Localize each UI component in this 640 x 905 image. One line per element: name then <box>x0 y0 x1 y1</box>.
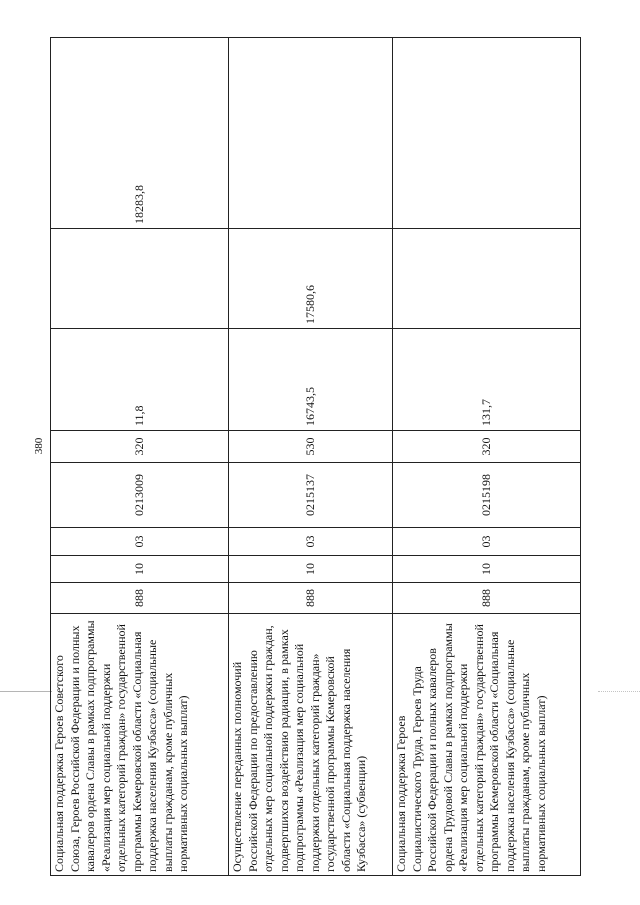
value-2021 <box>51 229 229 329</box>
row-description: Осуществление переданных полномочий Российской Федерации по предоставлению отдельных мер социальной поддержки граждан, подвергшихся воздействию радиации, в рамках подпрограммы «Реализация мер социальной поддержки отдельных категорий граждан» государственной программы Кемеровской области «Социальная поддержка населения Кузбасса» (субвенции) <box>229 614 393 876</box>
table-row <box>51 38 229 876</box>
table-row <box>393 38 581 876</box>
budget-table <box>50 37 581 876</box>
value-2021 <box>393 229 581 329</box>
expense-code: 530 <box>229 431 393 463</box>
value-2022 <box>229 38 393 229</box>
expense-code: 320 <box>393 431 581 463</box>
table-row <box>229 38 393 876</box>
value-2020: 131,7 <box>393 329 581 431</box>
page-number: 380 <box>33 437 45 455</box>
section-code: 10 <box>229 556 393 583</box>
subsection-code: 03 <box>393 528 581 556</box>
value-2022 <box>393 38 581 229</box>
subsection-code: 03 <box>51 528 229 556</box>
subsection-code: 03 <box>229 528 393 556</box>
target-code: 0215198 <box>393 463 581 528</box>
expense-code: 320 <box>51 431 229 463</box>
value-2022: 18283,8 <box>51 38 229 229</box>
section-code: 10 <box>393 556 581 583</box>
target-code: 0213009 <box>51 463 229 528</box>
budget-table-rotated <box>50 38 580 876</box>
ministry-code: 888 <box>393 583 581 614</box>
value-2020: 11,8 <box>51 329 229 431</box>
target-code: 0215137 <box>229 463 393 528</box>
value-2021: 17580,6 <box>229 229 393 329</box>
value-2020: 16743,5 <box>229 329 393 431</box>
section-code: 10 <box>51 556 229 583</box>
ministry-code: 888 <box>229 583 393 614</box>
ministry-code: 888 <box>51 583 229 614</box>
scan-artifact-line <box>0 691 52 692</box>
row-description: Социальная поддержка Героев Социалистического Труда, Героев Труда Российской Федерации и полных кавалеров ордена Трудовой Славы в рамках подпрограммы «Реализация мер социальной поддержки отдельных категорий граждан» государственной программы Кемеровской области «Социальная поддержка населения Кузбасса» (социальные выплаты гражданам, кроме публичных нормативных социальных выплат) <box>393 614 581 876</box>
row-description: Социальная поддержка Героев Советского Союза, Героев Российской Федерации и полных кавалеров ордена Славы в рамках подпрограммы «Реализация мер социальной поддержки отдельных категорий граждан» государственной программы Кемеровской области «Социальная поддержка населения Кузбасса» (социальные выплаты гражданам, кроме публичных нормативных социальных выплат) <box>51 614 229 876</box>
scan-artifact-dots <box>598 691 640 692</box>
